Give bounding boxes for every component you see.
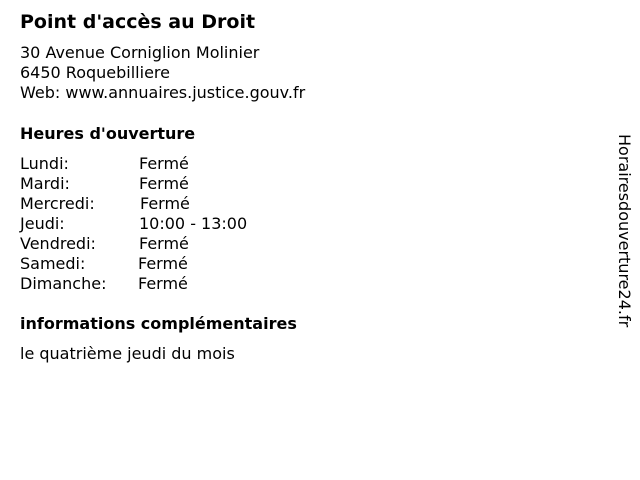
website-line: Web: www.annuaires.justice.gouv.fr (20, 83, 306, 102)
day-label: Vendredi: (20, 234, 96, 253)
info-text: le quatrième jeudi du mois (20, 344, 235, 363)
day-label: Samedi: (20, 254, 86, 273)
hours-row-tuesday (20, 174, 320, 194)
city-address: 6450 Roquebilliere (20, 63, 170, 82)
day-label: Mardi: (20, 174, 70, 193)
side-watermark (612, 134, 636, 346)
day-hours: Fermé (138, 254, 188, 273)
street-address: 30 Avenue Corniglion Molinier (20, 43, 260, 62)
hours-row-friday (20, 234, 320, 254)
day-hours: Fermé (139, 174, 189, 193)
hours-row-monday (20, 154, 320, 174)
hours-table (20, 154, 320, 294)
hours-row-saturday (20, 254, 320, 274)
day-hours: Fermé (138, 274, 188, 293)
page-title: Point d'accès au Droit (20, 11, 256, 33)
day-hours: Fermé (139, 154, 189, 173)
day-hours: Fermé (139, 234, 189, 253)
info-heading: informations complémentaires (20, 314, 297, 333)
hours-row-wednesday (20, 194, 320, 214)
day-hours: Fermé (140, 194, 190, 213)
day-hours: 10:00 - 13:00 (139, 214, 248, 233)
hours-heading: Heures d'ouverture (20, 124, 196, 143)
side-watermark-text: Horairesdouverture24.fr (615, 134, 634, 328)
address-block (20, 43, 305, 103)
hours-row-sunday (20, 274, 320, 294)
day-label: Lundi: (20, 154, 69, 173)
day-label: Dimanche: (20, 274, 107, 293)
day-label: Mercredi: (20, 194, 95, 213)
day-label: Jeudi: (20, 214, 65, 233)
hours-row-thursday (20, 214, 320, 234)
